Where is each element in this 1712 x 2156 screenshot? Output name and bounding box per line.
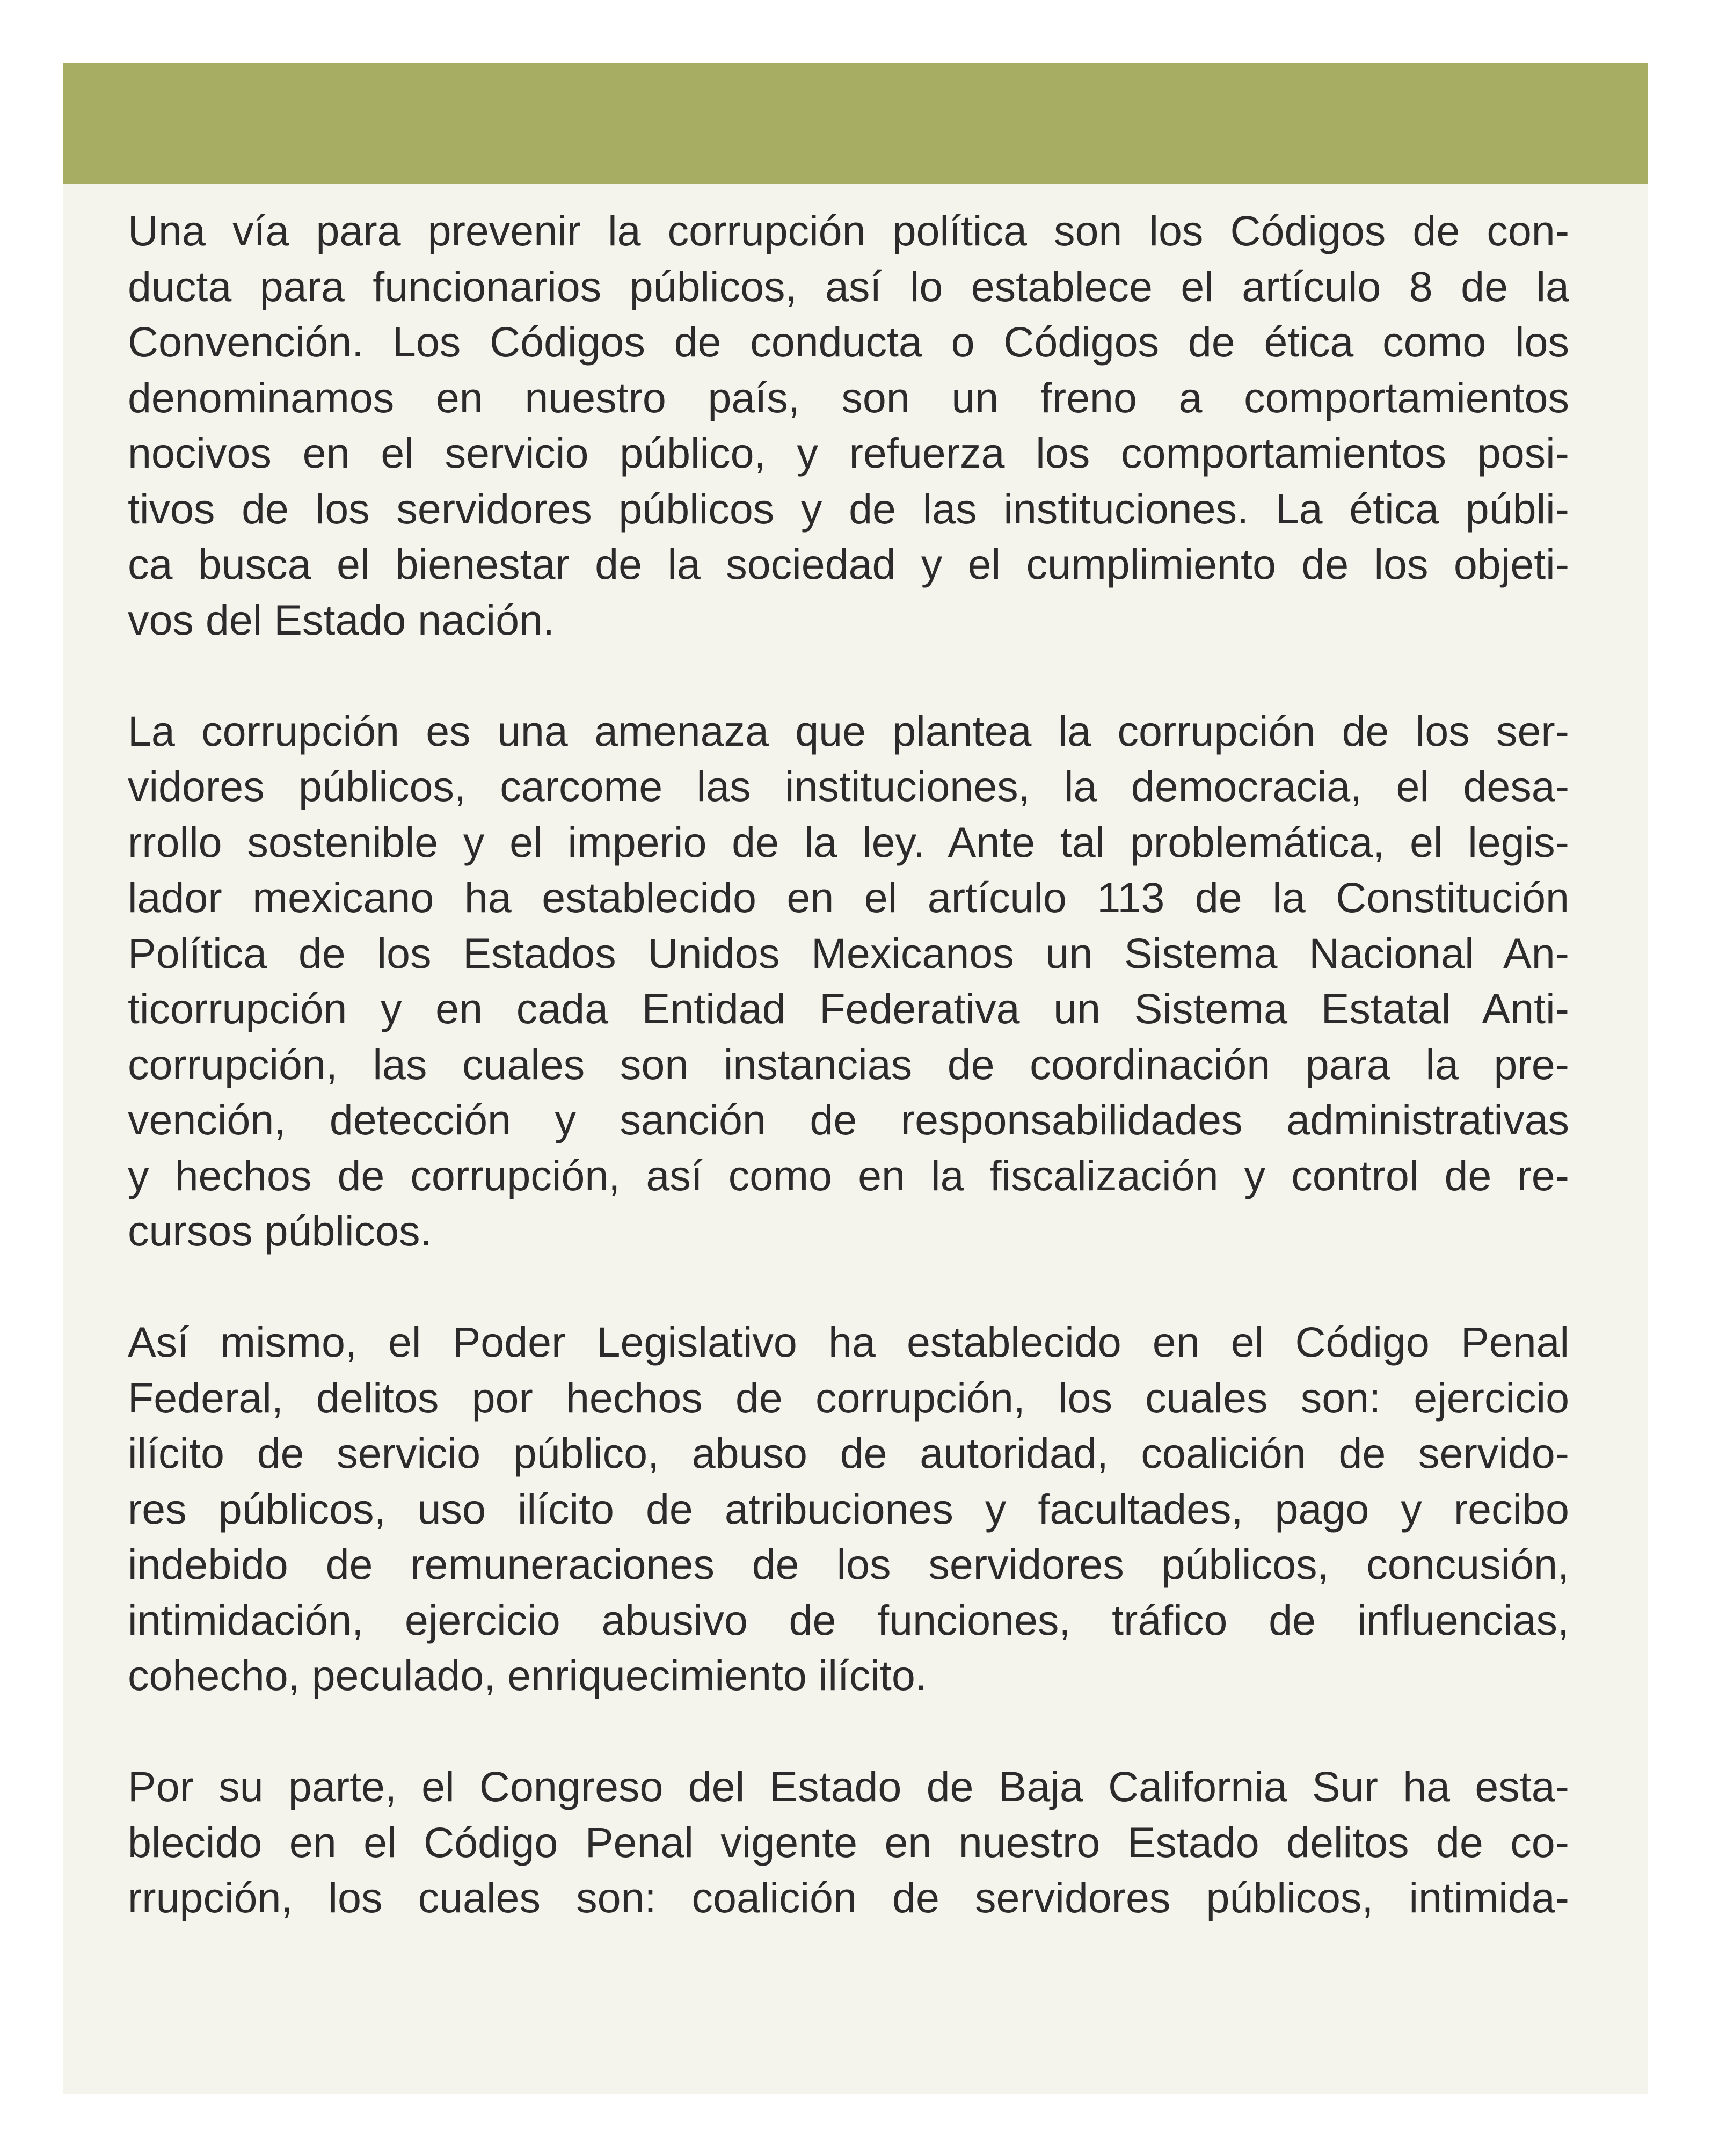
text-line: ilícito de servicio público, abuso de autoridad, coalición de servido- [128, 1429, 1569, 1477]
text-line: vidores públicos, carcome las instituciones, la democracia, el desa- [128, 762, 1569, 810]
text-line: tivos de los servidores públicos y de las instituciones. La ética públi- [128, 484, 1569, 533]
text-line: lador mexicano ha establecido en el artículo 113 de la Constitución [128, 873, 1569, 921]
text-line: res públicos, uso ilícito de atribuciones y facultades, pago y recibo [128, 1484, 1569, 1533]
paragraph-codigos-de-conducta [128, 203, 1569, 647]
paragraph-codigo-penal-federal [128, 1314, 1569, 1703]
text-line: ca busca el bienestar de la sociedad y el cumplimiento de los objeti- [128, 540, 1569, 588]
text-line: ducta para funcionarios públicos, así lo establece el artículo 8 de la [128, 262, 1569, 310]
text-line: Una vía para prevenir la corrupción política son los Códigos de con- [128, 207, 1569, 254]
text-line: nocivos en el servicio público, y refuerza los comportamientos posi- [128, 429, 1569, 477]
text-line: ticorrupción y en cada Entidad Federativa un Sistema Estatal Anti- [128, 985, 1569, 1032]
text-line: Federal, delitos por hechos de corrupción, los cuales son: ejercicio [128, 1373, 1569, 1422]
text-line: blecido en el Código Penal vigente en nuestro Estado delitos de co- [128, 1818, 1569, 1866]
paragraph-congreso-bcs [128, 1759, 1569, 1926]
text-line: rrollo sostenible y el imperio de la ley. Ante tal problemática, el legis- [128, 818, 1569, 866]
text-line: y hechos de corrupción, así como en la fiscalización y control de re- [128, 1151, 1569, 1199]
text-line: vos del Estado nación. [128, 595, 555, 644]
text-line: La corrupción es una amenaza que plantea la corrupción de los ser- [128, 706, 1569, 755]
text-line: Política de los Estados Unidos Mexicanos un Sistema Nacional An- [128, 929, 1569, 977]
text-line: denominamos en nuestro país, son un freno a comportamientos [128, 373, 1569, 421]
text-line: cursos públicos. [128, 1207, 432, 1255]
text-line: intimidación, ejercicio abusivo de funciones, tráfico de influencias, [128, 1596, 1569, 1644]
text-line: indebido de remuneraciones de los servidores públicos, concusión, [128, 1540, 1569, 1588]
text-line: rrupción, los cuales son: coalición de servidores públicos, intimida- [128, 1874, 1569, 1921]
page-panel [63, 63, 1648, 2094]
header-band [63, 63, 1648, 184]
text-line: corrupción, las cuales son instancias de coordinación para la pre- [128, 1040, 1569, 1088]
text-line: Por su parte, el Congreso del Estado de Baja California Sur ha esta- [128, 1762, 1569, 1810]
text-line: vención, detección y sanción de responsabilidades administrativas [128, 1096, 1569, 1143]
text-line: cohecho, peculado, enriquecimiento ilícito. [128, 1651, 927, 1699]
text-line: Convención. Los Códigos de conducta o Códigos de ética como los [128, 318, 1569, 366]
body-text [128, 203, 1569, 1981]
text-line: Así mismo, el Poder Legislativo ha establecido en el Código Penal [128, 1318, 1569, 1366]
paragraph-sistema-anticorrupcion [128, 703, 1569, 1259]
